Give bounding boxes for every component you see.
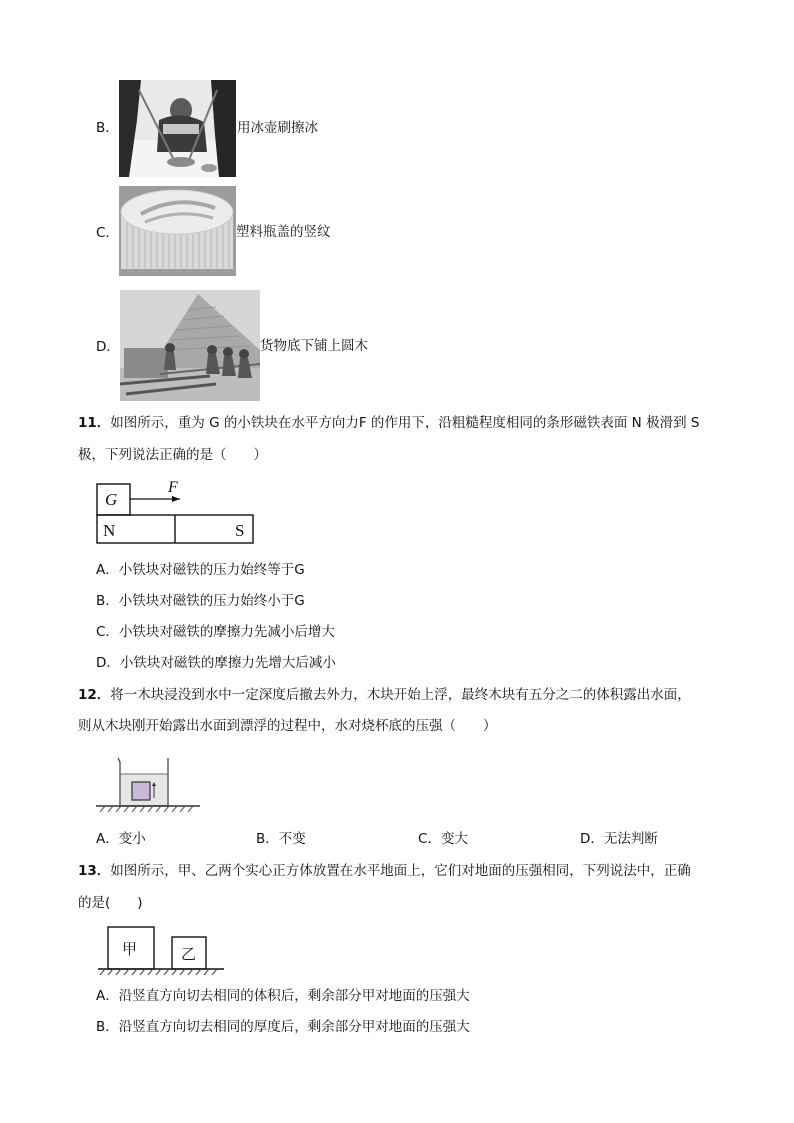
q11-option-c: C．小铁块对磁铁的摩擦力先减小后增大 — [96, 624, 335, 640]
pole-label-n: N — [103, 521, 116, 540]
q12-option-b: B．不变 — [256, 831, 306, 847]
q12-option-a: A．变小 — [96, 831, 146, 847]
q11-text-line1: 如图所示，重为 G 的小铁块在水平方向力F 的作用下，沿粗糙程度相同的条形磁铁表面 N 极滑到 S — [110, 415, 700, 431]
q11-option-a: A．小铁块对磁铁的压力始终等于G — [96, 562, 305, 578]
cube-label-jia: 甲 — [122, 940, 138, 958]
q10-option-c-caption: 塑料瓶盖的竖纹 — [236, 224, 331, 240]
logs-pyramid-photo — [120, 290, 260, 401]
q10-option-d-letter: D． — [96, 339, 120, 355]
q13-number: 13． — [78, 863, 111, 879]
q13-stem-line1 — [78, 862, 691, 880]
q11-stem-line2: 极，下列说法正确的是（ ） — [78, 447, 267, 463]
q12-stem-line2: 则从木块刚开始露出水面到漂浮的过程中，水对烧杯底的压强（ ） — [78, 718, 497, 734]
q13-option-a: A．沿竖直方向切去相同的体积后，剩余部分甲对地面的压强大 — [96, 988, 470, 1004]
pole-label-s: S — [235, 521, 245, 540]
q11-magnet-figure — [96, 477, 256, 545]
q11-option-d: D．小铁块对磁铁的摩擦力先增大后减小 — [96, 655, 336, 671]
q12-text-line1: 将一木块浸没到水中一定深度后撤去外力，木块开始上浮，最终木块有五分之二的体积露出水面， — [110, 687, 691, 703]
q11-option-b: B．小铁块对磁铁的压力始终小于G — [96, 593, 305, 609]
q12-beaker-figure — [96, 756, 200, 818]
cube-label-yi: 乙 — [181, 945, 197, 963]
q10-option-b-letter: B． — [96, 120, 119, 136]
q11-stem-line1 — [78, 414, 699, 432]
block-label-g: G — [105, 490, 118, 509]
curling-photo — [119, 80, 236, 177]
q12-option-d: D．无法判断 — [580, 831, 658, 847]
q13-option-b: B．沿竖直方向切去相同的厚度后，剩余部分甲对地面的压强大 — [96, 1019, 470, 1035]
bottle-cap-photo — [119, 186, 236, 276]
q12-number: 12． — [78, 687, 111, 703]
q12-stem-line1 — [78, 686, 691, 704]
q13-stem-line2: 的是( ) — [78, 895, 143, 911]
q12-option-c: C．变大 — [418, 831, 468, 847]
q10-option-c-letter: C． — [96, 225, 119, 241]
q11-number: 11． — [78, 415, 111, 431]
q13-cubes-figure — [98, 925, 224, 977]
q13-text-line1: 如图所示，甲、乙两个实心正方体放置在水平地面上，它们对地面的压强相同，下列说法中，正确 — [110, 863, 691, 879]
q10-option-d-caption: 货物底下铺上圆木 — [260, 338, 368, 354]
force-label-f: F — [168, 479, 178, 496]
q10-option-b-caption: 用冰壶刷擦冰 — [237, 120, 318, 136]
